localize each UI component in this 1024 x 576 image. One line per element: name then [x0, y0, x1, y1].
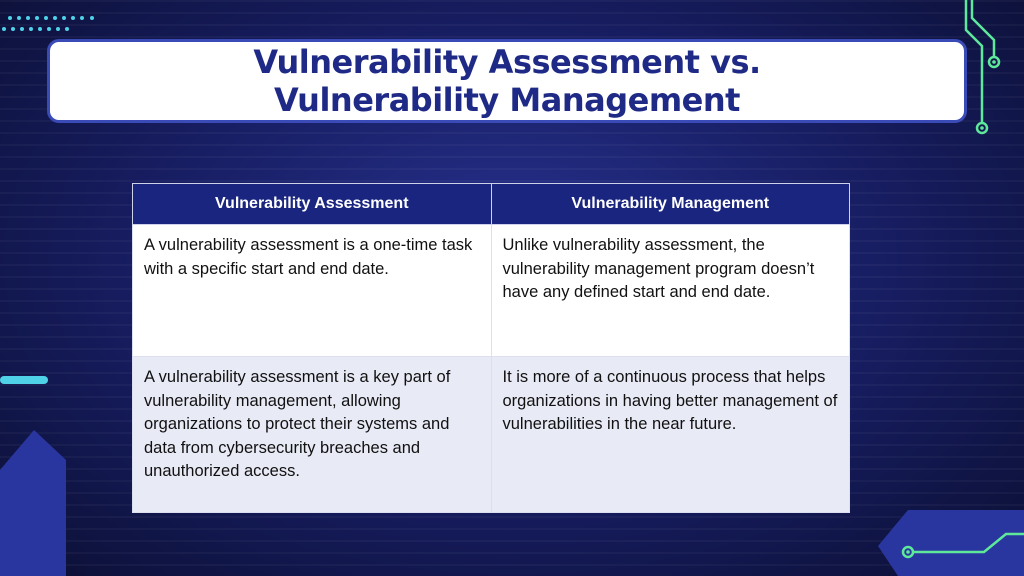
- comparison-table: [132, 183, 850, 513]
- table-cell: A vulnerability assessment is a key part of vulnerability management, allowing organizations to protect their systems and data from cybersecurity breaches and unauthorized access.: [133, 357, 492, 513]
- table-row: [133, 357, 850, 513]
- circuit-lines-icon: [964, 0, 1004, 140]
- table-header-row: [133, 184, 850, 225]
- table-row: [133, 225, 850, 357]
- accent-bar: [0, 376, 48, 384]
- column-header-assessment: Vulnerability Assessment: [133, 184, 492, 225]
- title-banner: [47, 39, 967, 123]
- circuit-node-icon: [878, 510, 1024, 576]
- page-title: Vulnerability Assessment vs. Vulnerability Management: [253, 43, 761, 119]
- column-header-management: Vulnerability Management: [491, 184, 850, 225]
- dot-grid-icon: [0, 14, 100, 36]
- table-cell: A vulnerability assessment is a one-time task with a specific start and end date.: [133, 225, 492, 357]
- table-cell: Unlike vulnerability assessment, the vulnerability management program doesn’t have any defined start and end date.: [491, 225, 850, 357]
- corner-shape: [0, 430, 66, 576]
- table-cell: It is more of a continuous process that helps organizations in having better management of vulnerabilities in the near future.: [491, 357, 850, 513]
